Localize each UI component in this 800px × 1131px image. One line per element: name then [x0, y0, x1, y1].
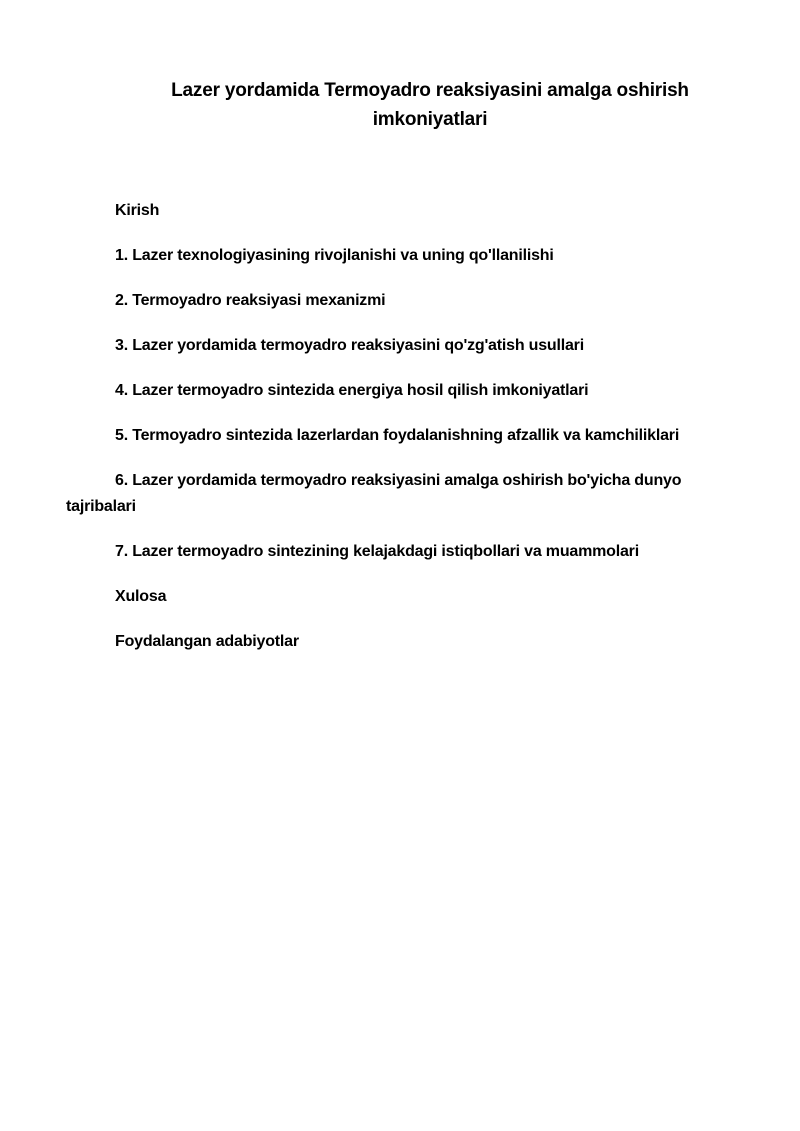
toc-item-4: 4. Lazer termoyadro sintezida energiya hosil qilish imkoniyatlari [115, 382, 589, 399]
toc-item-introduction: Kirish [115, 202, 160, 219]
document-title: Lazer yordamida Termoyadro reaksiyasini amalga oshirish imkoniyatlari [171, 80, 689, 130]
toc-item-2: 2. Termoyadro reaksiyasi mexanizmi [115, 292, 386, 309]
toc-item-conclusion: Xulosa [115, 588, 167, 605]
table-of-contents [66, 198, 726, 674]
toc-item-references: Foydalangan adabiyotlar [115, 633, 299, 650]
toc-item-6: 6. Lazer yordamida termoyadro reaksiyasini amalga oshirish bo'yicha dunyo tajribalari [66, 472, 682, 515]
toc-item-3: 3. Lazer yordamida termoyadro reaksiyasini qo'zg'atish usullari [115, 337, 584, 354]
toc-item-5: 5. Termoyadro sintezida lazerlardan foydalanishning afzallik va kamchiliklari [115, 427, 680, 444]
toc-item-7: 7. Lazer termoyadro sintezining kelajakdagi istiqbollari va muammolari [115, 543, 639, 560]
toc-item-1: 1. Lazer texnologiyasining rivojlanishi va uning qo'llanilishi [115, 247, 554, 264]
